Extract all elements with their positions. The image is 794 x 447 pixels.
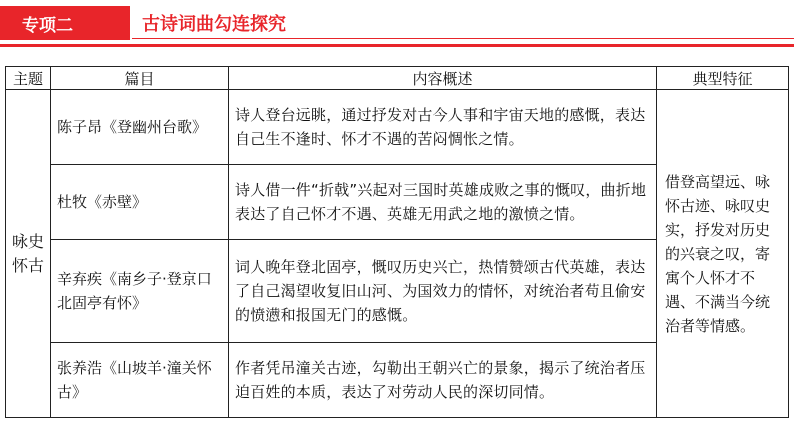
- content-table: [5, 66, 789, 418]
- header-topic: 主题: [6, 67, 51, 90]
- feature-cell: 借登高望远、咏怀古迹、咏叹史实，抒发对历史的兴衰之叹，寄寓个人怀才不遇、不满当今统治者等情感。: [657, 90, 789, 418]
- header-feature: 典型特征: [657, 67, 789, 90]
- header-banner: [0, 0, 794, 48]
- table-header-row: [6, 67, 789, 90]
- table-row: [6, 90, 789, 165]
- topic-cell: 咏史怀古: [6, 90, 51, 418]
- work-cell: 杜牧《赤壁》: [51, 165, 229, 240]
- header-divider-thin: [132, 38, 794, 39]
- header-work: 篇目: [51, 67, 229, 90]
- section-tag: 专项二: [0, 6, 130, 40]
- content-cell: 诗人借一件“折戟”兴起对三国时英雄成败之事的慨叹，曲折地表达了自己怀才不遇、英雄无用武之地的激愤之情。: [229, 165, 657, 240]
- content-cell: 诗人登台远眺，通过抒发对古今人事和宇宙天地的感慨，表达自己生不逢时、怀才不遇的苦闷惆怅之情。: [229, 90, 657, 165]
- work-cell: 张养浩《山坡羊·潼关怀古》: [51, 343, 229, 418]
- work-cell: 陈子昂《登幽州台歌》: [51, 90, 229, 165]
- page-title: 古诗词曲勾连探究: [142, 14, 286, 35]
- content-cell: 作者凭吊潼关古迹，勾勒出王朝兴亡的景象，揭示了统治者压迫百姓的本质，表达了对劳动人民的深切同情。: [229, 343, 657, 418]
- work-cell: 辛弃疾《南乡子·登京口北固亭有怀》: [51, 240, 229, 343]
- header-divider: [0, 44, 794, 47]
- content-cell: 词人晚年登北固亭，慨叹历史兴亡，热情赞颂古代英雄，表达了自己渴望收复旧山河、为国效力的情怀，对统治者苟且偷安的愤懑和报国无门的感慨。: [229, 240, 657, 343]
- header-content: 内容概述: [229, 67, 657, 90]
